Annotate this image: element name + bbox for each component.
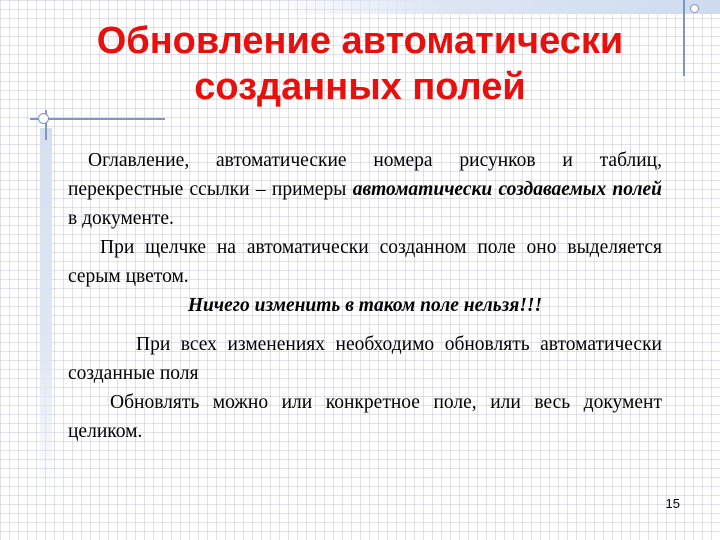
- decorative-left-circle-icon: [38, 113, 49, 124]
- decorative-vertical-line: [683, 0, 685, 76]
- paragraph-gray-highlight: При щелчке на автоматически созданном поле оно выделяется серым цветом.: [68, 237, 662, 287]
- warning-line: Ничего изменить в таком поле нельзя!!!: [187, 295, 543, 316]
- decorative-left-band: [40, 128, 52, 498]
- page-number: 15: [665, 496, 680, 511]
- paragraph-text: Оглавление, автоматические номера рисунков и таблиц, перекрестные ссылки – примеры: [68, 150, 662, 200]
- decorative-circle-icon: [690, 4, 699, 13]
- title-line-2: созданных полей: [194, 66, 526, 108]
- slide-title: [40, 18, 680, 110]
- decorative-top-band: [262, 0, 720, 14]
- paragraph-update-options: Обновлять можно или конкретное поле, или весь документ целиком.: [68, 392, 662, 442]
- paragraph-update-required: При всех изменениях необходимо обновлять автоматически созданные поля: [68, 334, 662, 384]
- paragraph-tail: в документе.: [68, 208, 174, 229]
- paragraph-fields-examples: [68, 146, 662, 233]
- title-line-1: Обновление автоматически: [96, 20, 624, 62]
- slide-body: [68, 146, 662, 446]
- emphasis-text: автоматически создаваемых полей: [352, 179, 662, 200]
- decorative-horizontal-line: [30, 118, 165, 120]
